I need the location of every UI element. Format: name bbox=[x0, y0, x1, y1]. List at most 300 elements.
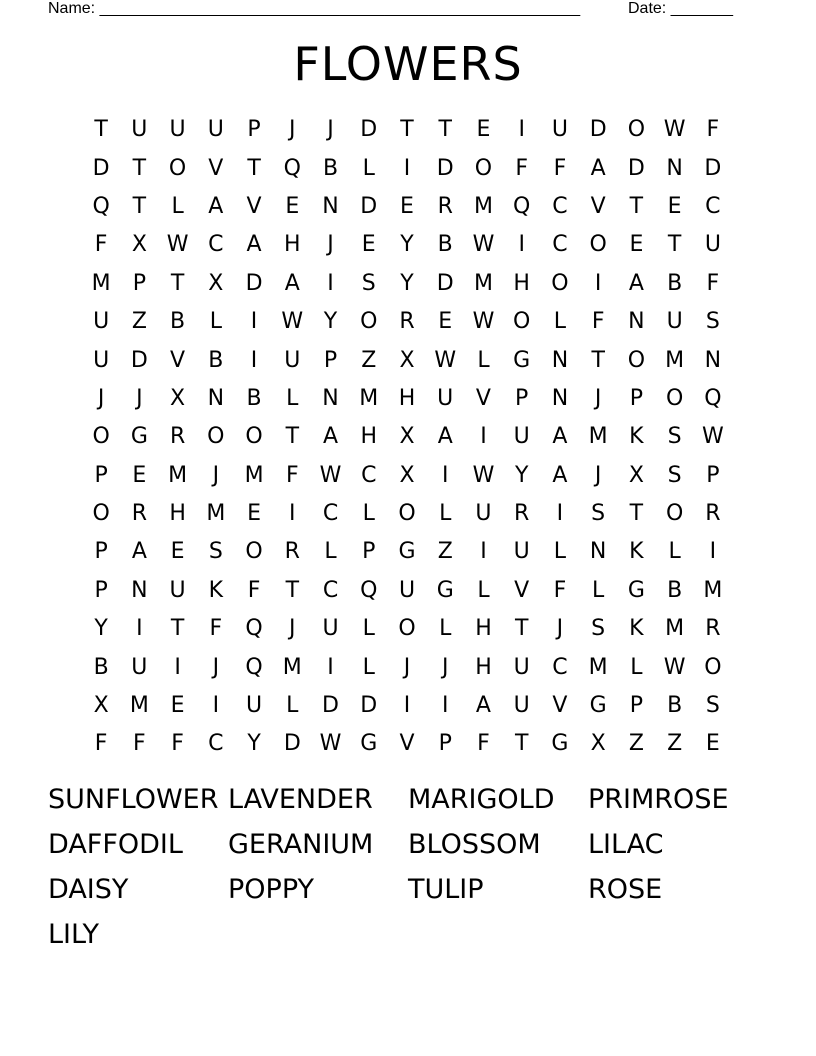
grid-letter: J bbox=[327, 117, 334, 143]
grid-letter: O bbox=[92, 501, 110, 527]
grid-letter: Z bbox=[667, 731, 683, 757]
grid-letter: G bbox=[130, 424, 148, 450]
grid-letter: T bbox=[514, 731, 529, 757]
grid-letter: S bbox=[705, 693, 720, 719]
grid-letter: F bbox=[209, 616, 223, 642]
grid-letter: A bbox=[475, 693, 491, 719]
grid-letter: N bbox=[551, 347, 569, 373]
grid-letter: L bbox=[171, 193, 184, 219]
grid-letter: T bbox=[629, 501, 644, 527]
grid-letter: X bbox=[628, 462, 644, 488]
grid-letter: N bbox=[666, 155, 683, 181]
grid-letter: R bbox=[399, 309, 415, 335]
grid-letter: Q bbox=[245, 616, 263, 642]
grid-letter: M bbox=[359, 385, 379, 411]
word-bank bbox=[48, 777, 768, 957]
grid-letter: B bbox=[667, 577, 683, 603]
grid-letter: Y bbox=[247, 731, 261, 757]
word-bank-item: LAVENDER bbox=[228, 784, 373, 815]
grid-letter: W bbox=[281, 309, 304, 335]
grid-row bbox=[82, 188, 732, 226]
grid-letter: U bbox=[93, 309, 110, 335]
grid-letter: W bbox=[319, 731, 342, 757]
grid-letter: H bbox=[475, 654, 492, 680]
grid-letter: P bbox=[362, 539, 376, 565]
grid-letter: U bbox=[169, 117, 186, 143]
grid-letter: V bbox=[170, 347, 186, 373]
grid-letter: J bbox=[556, 616, 564, 642]
grid-letter: P bbox=[132, 270, 146, 296]
grid-letter: P bbox=[629, 385, 644, 411]
grid-letter: U bbox=[513, 693, 530, 719]
grid-letter: M bbox=[588, 654, 608, 680]
grid-letter: Q bbox=[360, 577, 378, 603]
grid-letter: U bbox=[131, 117, 148, 143]
grid-letter: O bbox=[589, 232, 607, 258]
grid-letter: U bbox=[513, 654, 530, 680]
grid-letter: D bbox=[130, 347, 148, 373]
grid-letter: T bbox=[170, 616, 185, 642]
grid-letter: B bbox=[170, 309, 186, 335]
grid-letter: S bbox=[667, 462, 682, 488]
grid-letter: W bbox=[663, 117, 686, 143]
grid-letter: E bbox=[400, 193, 414, 219]
grid-letter: B bbox=[437, 232, 453, 258]
grid-letter: E bbox=[667, 193, 682, 219]
grid-letter: C bbox=[208, 731, 224, 757]
grid-letter: G bbox=[398, 539, 416, 565]
grid-letter: U bbox=[513, 424, 530, 450]
grid-row bbox=[82, 149, 732, 187]
grid-letter: B bbox=[667, 693, 683, 719]
grid-letter: C bbox=[322, 577, 339, 603]
grid-letter: Q bbox=[283, 155, 301, 181]
grid-letter: F bbox=[171, 731, 184, 757]
grid-letter: W bbox=[434, 347, 457, 373]
grid-letter: P bbox=[94, 577, 108, 603]
grid-row bbox=[82, 418, 732, 456]
grid-letter: U bbox=[131, 654, 148, 680]
grid-letter: B bbox=[667, 270, 683, 296]
grid-letter: D bbox=[360, 693, 378, 719]
grid-letter: X bbox=[208, 270, 224, 296]
grid-letter: F bbox=[706, 270, 720, 296]
grid-letter: V bbox=[208, 155, 224, 181]
grid-letter: I bbox=[250, 347, 258, 373]
grid-letter: Q bbox=[92, 193, 110, 219]
grid-letter: U bbox=[246, 693, 263, 719]
grid-letter: O bbox=[513, 309, 531, 335]
grid-letter: E bbox=[361, 232, 376, 258]
grid-letter: Q bbox=[704, 385, 722, 411]
grid-letter: Z bbox=[131, 309, 147, 335]
grid-letter: F bbox=[515, 155, 529, 181]
grid-letter: O bbox=[360, 309, 378, 335]
grid-letter: D bbox=[436, 270, 454, 296]
grid-letter: L bbox=[477, 577, 490, 603]
grid-row bbox=[82, 495, 732, 533]
grid-letter: T bbox=[514, 616, 529, 642]
grid-letter: C bbox=[552, 654, 568, 680]
grid-letter: H bbox=[284, 232, 301, 258]
grid-letter: N bbox=[322, 193, 339, 219]
grid-letter: L bbox=[553, 539, 567, 565]
word-bank-item: DAFFODIL bbox=[48, 829, 183, 860]
grid-letter: I bbox=[327, 270, 334, 296]
grid-letter: O bbox=[92, 424, 110, 450]
grid-letter: E bbox=[170, 693, 185, 719]
grid-letter: U bbox=[322, 616, 339, 642]
grid-letter: A bbox=[437, 424, 453, 450]
grid-letter: X bbox=[131, 232, 147, 258]
grid-letter: P bbox=[438, 731, 452, 757]
grid-row bbox=[82, 610, 732, 648]
grid-letter: O bbox=[665, 385, 684, 411]
word-bank-item: LILY bbox=[48, 919, 99, 950]
grid-letter: G bbox=[627, 577, 645, 603]
grid-letter: G bbox=[589, 693, 607, 719]
grid-letter: M bbox=[473, 193, 493, 219]
grid-letter: O bbox=[474, 155, 493, 181]
grid-letter: Q bbox=[513, 193, 531, 219]
grid-letter: I bbox=[327, 654, 334, 680]
grid-letter: W bbox=[701, 424, 724, 450]
grid-letter: I bbox=[518, 117, 525, 143]
grid-letter: N bbox=[322, 385, 339, 411]
grid-letter: U bbox=[666, 309, 683, 335]
grid-letter: E bbox=[285, 193, 300, 219]
word-bank-item: POPPY bbox=[228, 874, 314, 905]
grid-letter: E bbox=[247, 501, 261, 527]
grid-row bbox=[82, 648, 732, 686]
grid-letter: O bbox=[551, 270, 569, 296]
grid-letter: J bbox=[594, 385, 602, 411]
word-bank-item: MARIGOLD bbox=[408, 784, 555, 815]
grid-letter: A bbox=[552, 424, 568, 450]
grid-letter: C bbox=[552, 232, 568, 258]
grid-letter: Y bbox=[400, 270, 414, 296]
grid-letter: J bbox=[289, 117, 296, 143]
grid-letter: M bbox=[665, 347, 685, 373]
grid-letter: N bbox=[628, 309, 645, 335]
grid-letter: M bbox=[129, 693, 149, 719]
grid-letter: E bbox=[476, 117, 491, 143]
grid-row bbox=[82, 725, 732, 763]
grid-letter: E bbox=[438, 309, 453, 335]
grid-letter: J bbox=[594, 462, 602, 488]
grid-letter: F bbox=[706, 117, 720, 143]
grid-letter: O bbox=[627, 347, 646, 373]
grid-letter: A bbox=[590, 155, 606, 181]
grid-letter: N bbox=[589, 539, 607, 565]
grid-letter: N bbox=[207, 385, 225, 411]
grid-letter: A bbox=[208, 193, 224, 219]
grid-letter: F bbox=[133, 731, 146, 757]
grid-letter: D bbox=[436, 155, 454, 181]
grid-letter: M bbox=[91, 270, 111, 296]
grid-letter: E bbox=[132, 462, 147, 488]
grid-letter: S bbox=[591, 501, 606, 527]
grid-letter: V bbox=[552, 693, 568, 719]
grid-letter: P bbox=[629, 693, 644, 719]
grid-letter: U bbox=[475, 501, 492, 527]
word-bank-item: SUNFLOWER bbox=[48, 784, 219, 815]
word-search-grid bbox=[82, 111, 732, 764]
grid-row bbox=[82, 457, 732, 495]
grid-letter: W bbox=[319, 462, 342, 488]
grid-letter: H bbox=[398, 385, 416, 411]
grid-letter: L bbox=[553, 309, 567, 335]
word-bank-item: TULIP bbox=[408, 874, 484, 905]
word-bank-item: DAISY bbox=[48, 874, 129, 905]
grid-row bbox=[82, 572, 732, 610]
grid-letter: H bbox=[169, 501, 186, 527]
grid-letter: R bbox=[284, 539, 300, 565]
grid-letter: V bbox=[590, 193, 606, 219]
grid-letter: I bbox=[480, 424, 487, 450]
grid-row bbox=[82, 265, 732, 303]
grid-letter: L bbox=[286, 385, 299, 411]
grid-letter: X bbox=[399, 462, 415, 488]
grid-letter: J bbox=[289, 616, 296, 642]
word-bank-item: ROSE bbox=[588, 874, 663, 905]
grid-letter: J bbox=[97, 385, 105, 411]
grid-letter: W bbox=[663, 654, 686, 680]
grid-letter: N bbox=[131, 577, 148, 603]
date-field: Date: _______ bbox=[628, 0, 733, 17]
grid-letter: T bbox=[132, 193, 147, 219]
grid-letter: D bbox=[360, 117, 378, 143]
grid-letter: I bbox=[594, 270, 602, 296]
grid-letter: M bbox=[588, 424, 608, 450]
grid-letter: D bbox=[360, 193, 378, 219]
grid-letter: L bbox=[209, 309, 222, 335]
grid-letter: J bbox=[403, 654, 411, 680]
grid-letter: G bbox=[513, 347, 531, 373]
grid-letter: R bbox=[705, 616, 721, 642]
grid-letter: I bbox=[289, 501, 296, 527]
grid-letter: T bbox=[285, 577, 300, 603]
grid-letter: L bbox=[324, 539, 337, 565]
grid-letter: C bbox=[322, 501, 339, 527]
grid-letter: D bbox=[245, 270, 263, 296]
grid-letter: I bbox=[136, 616, 143, 642]
grid-letter: W bbox=[472, 309, 495, 335]
grid-letter: I bbox=[403, 693, 411, 719]
grid-letter: A bbox=[131, 539, 147, 565]
grid-letter: J bbox=[136, 385, 143, 411]
grid-letter: E bbox=[629, 232, 644, 258]
grid-row bbox=[82, 687, 732, 725]
page-title: FLOWERS bbox=[293, 37, 523, 91]
grid-letter: V bbox=[475, 385, 491, 411]
word-bank-item: BLOSSOM bbox=[408, 829, 541, 860]
grid-letter: D bbox=[589, 117, 607, 143]
grid-letter: S bbox=[361, 270, 376, 296]
grid-letter: U bbox=[513, 539, 530, 565]
grid-letter: P bbox=[706, 462, 720, 488]
grid-letter: L bbox=[362, 616, 375, 642]
grid-letter: P bbox=[94, 539, 108, 565]
grid-letter: M bbox=[282, 654, 302, 680]
grid-letter: K bbox=[629, 616, 644, 642]
grid-letter: M bbox=[244, 462, 264, 488]
grid-letter: F bbox=[94, 731, 108, 757]
grid-letter: F bbox=[591, 309, 605, 335]
grid-letter: U bbox=[207, 117, 224, 143]
grid-row bbox=[82, 303, 732, 341]
grid-letter: L bbox=[362, 654, 375, 680]
grid-letter: F bbox=[94, 232, 108, 258]
grid-letter: O bbox=[398, 501, 416, 527]
name-field: Name: ______________________________________________________ bbox=[48, 0, 581, 17]
grid-letter: J bbox=[441, 654, 449, 680]
grid-letter: M bbox=[206, 501, 226, 527]
grid-letter: M bbox=[473, 270, 493, 296]
grid-letter: X bbox=[399, 347, 415, 373]
grid-letter: D bbox=[322, 693, 339, 719]
grid-letter: L bbox=[286, 693, 299, 719]
grid-letter: O bbox=[665, 501, 684, 527]
grid-letter: O bbox=[398, 616, 416, 642]
grid-letter: I bbox=[518, 232, 525, 258]
grid-letter: C bbox=[552, 193, 568, 219]
grid-letter: F bbox=[247, 577, 261, 603]
grid-letter: G bbox=[360, 731, 378, 757]
grid-letter: L bbox=[477, 347, 490, 373]
grid-letter: U bbox=[284, 347, 301, 373]
grid-letter: T bbox=[132, 155, 147, 181]
word-bank-item: LILAC bbox=[588, 829, 664, 860]
word-bank-item: PRIMROSE bbox=[588, 784, 729, 815]
word-bank-item: GERANIUM bbox=[228, 829, 374, 860]
grid-letter: K bbox=[629, 539, 644, 565]
grid-letter: U bbox=[437, 385, 454, 411]
grid-letter: L bbox=[668, 539, 681, 565]
grid-letter: Y bbox=[400, 232, 414, 258]
grid-row bbox=[82, 380, 732, 418]
grid-letter: T bbox=[438, 117, 452, 143]
grid-letter: F bbox=[477, 731, 490, 757]
grid-letter: C bbox=[208, 232, 224, 258]
grid-letter: I bbox=[212, 693, 220, 719]
grid-letter: I bbox=[441, 462, 449, 488]
grid-letter: X bbox=[93, 693, 109, 719]
grid-letter: T bbox=[247, 155, 261, 181]
grid-letter: C bbox=[361, 462, 377, 488]
grid-letter: X bbox=[399, 424, 415, 450]
grid-letter: M bbox=[703, 577, 723, 603]
grid-letter: X bbox=[170, 385, 186, 411]
grid-letter: L bbox=[362, 501, 375, 527]
grid-letter: I bbox=[709, 539, 717, 565]
grid-letter: R bbox=[437, 193, 453, 219]
grid-letter: T bbox=[591, 347, 605, 373]
grid-letter: M bbox=[168, 462, 188, 488]
grid-letter: O bbox=[704, 654, 722, 680]
grid-letter: R bbox=[169, 424, 186, 450]
grid-letter: T bbox=[285, 424, 300, 450]
grid-letter: T bbox=[667, 232, 682, 258]
grid-letter: S bbox=[591, 616, 606, 642]
grid-letter: J bbox=[212, 654, 220, 680]
grid-letter: W bbox=[472, 232, 495, 258]
grid-letter: T bbox=[400, 117, 414, 143]
grid-letter: B bbox=[322, 155, 339, 181]
grid-letter: H bbox=[360, 424, 378, 450]
grid-letter: T bbox=[629, 193, 644, 219]
grid-letter: O bbox=[207, 424, 225, 450]
grid-letter: B bbox=[208, 347, 224, 373]
grid-letter: V bbox=[514, 577, 530, 603]
grid-letter: F bbox=[553, 155, 567, 181]
grid-letter: I bbox=[556, 501, 564, 527]
grid-letter: I bbox=[441, 693, 449, 719]
grid-letter: G bbox=[436, 577, 454, 603]
grid-letter: E bbox=[705, 731, 720, 757]
grid-letter: P bbox=[247, 117, 261, 143]
grid-letter: K bbox=[629, 424, 644, 450]
grid-letter: P bbox=[94, 462, 108, 488]
grid-letter: Y bbox=[323, 309, 338, 335]
grid-letter: U bbox=[704, 232, 721, 258]
grid-letter: W bbox=[166, 232, 189, 258]
grid-letter: I bbox=[174, 654, 181, 680]
grid-letter: R bbox=[514, 501, 530, 527]
grid-letter: Q bbox=[245, 654, 263, 680]
grid-letter: P bbox=[323, 347, 338, 373]
grid-letter: A bbox=[552, 462, 568, 488]
grid-letter: S bbox=[667, 424, 682, 450]
grid-letter: G bbox=[551, 731, 569, 757]
grid-letter: Y bbox=[514, 462, 529, 488]
grid-letter: N bbox=[551, 385, 569, 411]
grid-letter: A bbox=[628, 270, 644, 296]
grid-letter: Z bbox=[628, 731, 644, 757]
grid-letter: C bbox=[705, 193, 721, 219]
grid-row bbox=[82, 341, 732, 379]
grid-letter: L bbox=[362, 155, 375, 181]
grid-letter: A bbox=[322, 424, 339, 450]
grid-letter: N bbox=[704, 347, 722, 373]
grid-letter: Z bbox=[437, 539, 453, 565]
grid-letter: X bbox=[590, 731, 606, 757]
grid-letter: E bbox=[170, 539, 185, 565]
grid-letter: A bbox=[246, 232, 262, 258]
grid-letter: L bbox=[592, 577, 605, 603]
grid-letter: M bbox=[665, 616, 685, 642]
grid-letter: H bbox=[513, 270, 530, 296]
grid-row bbox=[82, 226, 732, 264]
grid-letter: I bbox=[480, 539, 487, 565]
grid-letter: L bbox=[439, 501, 452, 527]
grid-letter: O bbox=[168, 155, 187, 181]
grid-letter: F bbox=[285, 462, 299, 488]
grid-letter: Y bbox=[94, 616, 108, 642]
grid-letter: R bbox=[705, 501, 721, 527]
grid-letter: J bbox=[212, 462, 220, 488]
grid-letter: H bbox=[475, 616, 492, 642]
grid-letter: R bbox=[131, 501, 147, 527]
grid-letter: W bbox=[472, 462, 495, 488]
grid-letter: T bbox=[94, 117, 108, 143]
grid-letter: S bbox=[208, 539, 223, 565]
grid-letter: V bbox=[399, 731, 415, 757]
grid-letter: P bbox=[515, 385, 529, 411]
grid-letter: B bbox=[93, 654, 109, 680]
grid-row bbox=[82, 533, 732, 571]
grid-letter: L bbox=[439, 616, 452, 642]
